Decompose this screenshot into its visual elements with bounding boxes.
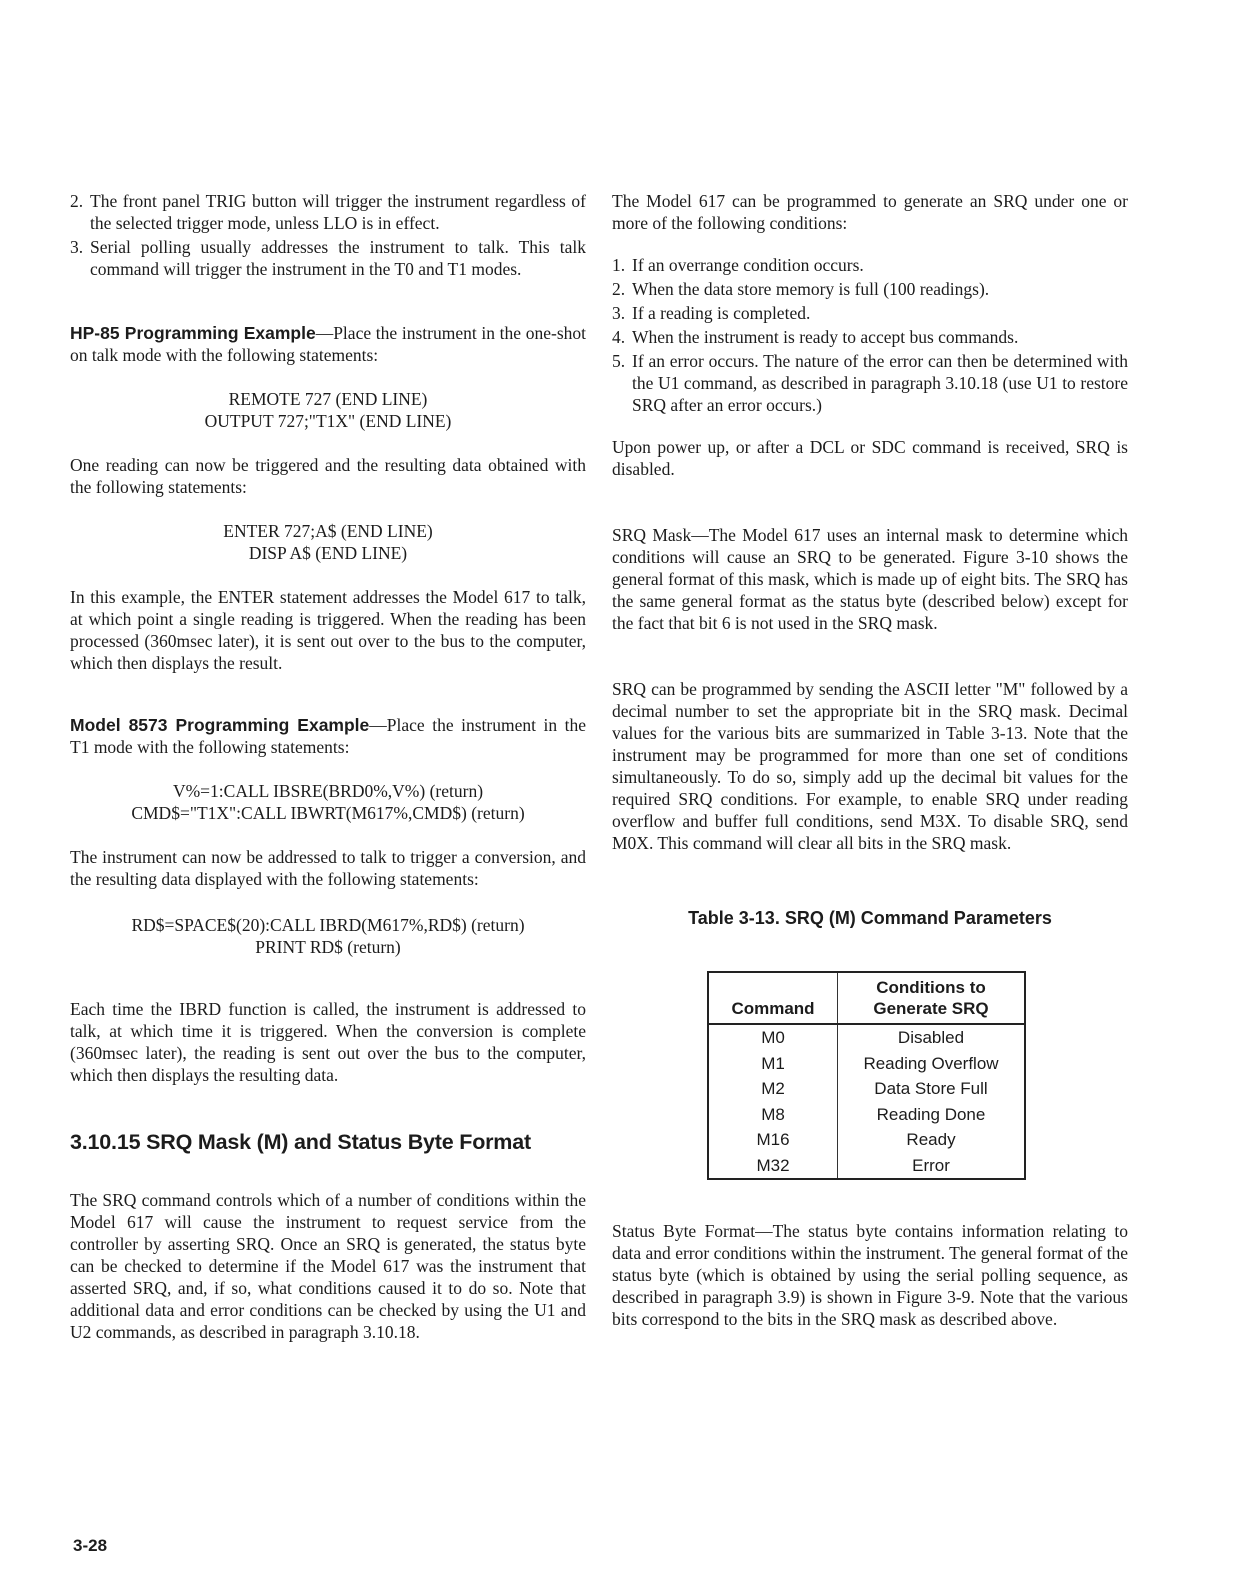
- note-item: 2. The front panel TRIG button will trigger the instrument regardless of the selected trigger mode, unless LLO is in effect.: [70, 191, 586, 233]
- table-row: M32 Error: [708, 1153, 1025, 1180]
- table-row: M0 Disabled: [708, 1024, 1025, 1051]
- powerup-text: Upon power up, or after a DCL or SDC command is received, SRQ is disabled.: [612, 437, 1128, 479]
- column-header-conditions: Conditions to Generate SRQ: [838, 972, 1026, 1024]
- hp85-example-title: HP-85 Programming Example: [70, 323, 316, 343]
- srq-program-text: SRQ can be programmed by sending the ASCII letter "M" followed by a decimal number to set the appropriate bit in the SRQ mask. Decimal values for the various bits are summarized in Table 3-13. Note that the instrument may be programmed for more than one set of conditions simultaneously. To do so, simply add up the decimal bit values for the required SRQ conditions. For example, to enable SRQ under reading overflow and buffer full conditions, send M3X. To disable SRQ, send M0X. This command will clear all bits in the SRQ mask.: [612, 679, 1128, 853]
- hp85-mid-text: One reading can now be triggered and the resulting data obtained with the following statements:: [70, 455, 586, 497]
- list-item: 5. If an error occurs. The nature of the error can then be determined with the U1 command, as described in paragraph 3.10.18 (use U1 to restore SRQ after an error occurs.): [612, 351, 1128, 415]
- right-column: [612, 190, 1128, 1330]
- code-line: RD$=SPACE$(20):CALL IBRD(M617%,RD$) (return): [131, 915, 525, 935]
- code-line: ENTER 727;A$ (END LINE): [223, 521, 433, 541]
- left-column: [70, 190, 586, 1343]
- status-byte-text: Status Byte Format—The status byte contains information relating to data and error conditions within the instrument. The general format of the status byte (which is obtained by using the serial polling sequence, as described in paragraph 3.9) is shown in Figure 3-9. Note that the various bits correspond to the bits in the SRQ mask as described above.: [612, 1221, 1128, 1329]
- hp85-explanation: In this example, the ENTER statement addresses the Model 617 to talk, at which point a single reading is triggered. When the reading has been processed (360msec later), it is sent out over to the bus to the computer, which then displays the result.: [70, 587, 586, 673]
- model8573-example-title: Model 8573 Programming Example: [70, 715, 370, 735]
- model8573-mid-text: The instrument can now be addressed to talk to trigger a conversion, and the resulting data displayed with the following statements:: [70, 847, 586, 889]
- table-row: M16 Ready: [708, 1127, 1025, 1153]
- list-item: 1. If an overrange condition occurs.: [612, 255, 864, 275]
- list-item: 2. When the data store memory is full (100 readings).: [612, 279, 990, 299]
- model8573-example-intro: Model 8573 Programming Example—Place the instrument in the T1 mode with the following statements:: [70, 715, 587, 757]
- srq-mask-text: SRQ Mask—The Model 617 uses an internal mask to determine which conditions will cause an SRQ to be generated. Figure 3-10 shows the general format of this mask, which is made up of eight bits. The SRQ has the same general format as the status byte (described below) except for the fact that bit 6 is not used in the SRQ mask.: [612, 525, 1128, 633]
- table-row: M2 Data Store Full: [708, 1076, 1025, 1102]
- table-title: Table 3-13. SRQ (M) Command Parameters: [688, 908, 1052, 928]
- srq-command-table: [707, 971, 1026, 1180]
- page-number: 3-28: [73, 1536, 108, 1555]
- list-item: 3. If a reading is completed.: [612, 303, 811, 323]
- table-row: M1 Reading Overflow: [708, 1051, 1025, 1077]
- note-text: The front panel TRIG button will trigger the instrument regardless of the selected trigger mode, unless LLO is in effect.: [90, 191, 586, 233]
- code-line: DISP A$ (END LINE): [248, 543, 408, 563]
- code-line: CMD$="T1X":CALL IBWRT(M617%,CMD$) (return): [131, 803, 525, 823]
- section-body-text: The SRQ command controls which of a number of conditions within the Model 617 will cause the instrument to request service from the controller by asserting SRQ. Once an SRQ is generated, the status byte can be checked to determine if the Model 617 was the instrument that asserted SRQ, and, if so, what conditions caused it to do so. Note that additional data and error conditions can be checked by using the U1 and U2 commands, as described in paragraph 3.10.18.: [70, 1190, 586, 1342]
- table-header-row: [708, 972, 1025, 1024]
- code-line: PRINT RD$ (return): [255, 937, 401, 957]
- model8573-code-block-1: [70, 780, 586, 824]
- column-header-command: Command: [708, 972, 838, 1024]
- code-line: REMOTE 727 (END LINE): [228, 389, 428, 409]
- note-text: Serial polling usually addresses the instrument to talk. This talk command will trigger the instrument in the T0 and T1 modes.: [90, 237, 586, 279]
- trigger-notes-list: [70, 190, 586, 280]
- section-heading: 3.10.15 SRQ Mask (M) and Status Byte Format: [70, 1130, 531, 1154]
- code-line: V%=1:CALL IBSRE(BRD0%,V%) (return): [172, 781, 484, 801]
- srq-intro-text: The Model 617 can be programmed to generate an SRQ under one or more of the following conditions:: [612, 191, 1128, 233]
- model8573-explanation: Each time the IBRD function is called, the instrument is addressed to talk, at which time it is triggered. When the conversion is complete (360msec later), the reading is sent out over the bus to the computer, which then displays the resulting data.: [70, 999, 586, 1085]
- table-row: M8 Reading Done: [708, 1102, 1025, 1128]
- hp85-example-intro: HP-85 Programming Example—Place the instrument in the one-shot on talk mode with the following statements:: [70, 323, 587, 365]
- hp85-code-block-1: [70, 388, 586, 432]
- hp85-code-block-2: [70, 520, 586, 564]
- list-item: 4. When the instrument is ready to accept bus commands.: [612, 327, 1019, 347]
- note-item: 3. Serial polling usually addresses the instrument to talk. This talk command will trigger the instrument in the T0 and T1 modes.: [70, 237, 586, 279]
- srq-conditions-list: [612, 254, 1128, 416]
- code-line: OUTPUT 727;"T1X" (END LINE): [204, 411, 452, 431]
- model8573-code-block-2: [70, 914, 586, 958]
